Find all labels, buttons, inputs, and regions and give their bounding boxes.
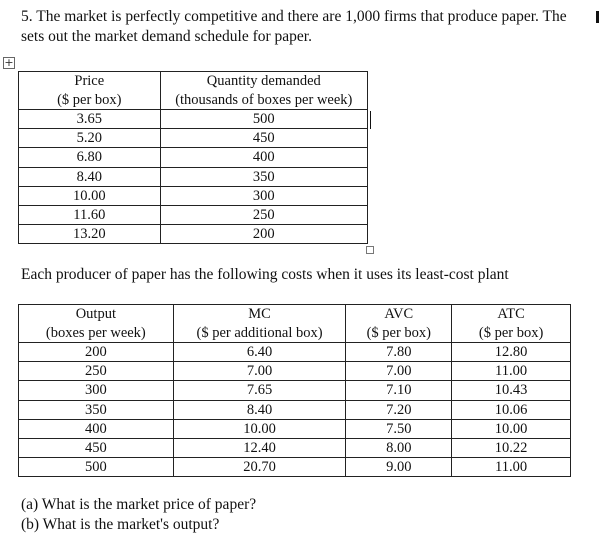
table-cell: 10.00 — [452, 419, 571, 438]
table-cell: 450 — [19, 438, 174, 457]
table-cell: 8.40 — [173, 400, 346, 419]
question-line-2: sets out the market demand schedule for paper. — [21, 28, 312, 45]
header-avc: AVC ($ per box) — [346, 305, 452, 343]
header-output: Output (boxes per week) — [19, 305, 174, 343]
table-cell: 10.06 — [452, 400, 571, 419]
table-cell: 250 — [19, 362, 174, 381]
table-cell: 10.43 — [452, 381, 571, 400]
table-cell: 450 — [160, 129, 367, 148]
table-cell: 10.00 — [19, 186, 161, 205]
demand-table-header — [19, 72, 368, 110]
table-cell: 10.00 — [173, 419, 346, 438]
table-cell: 7.50 — [346, 419, 452, 438]
question-line-1: 5. The market is perfectly competitive and there are 1,000 firms that produce paper. The — [21, 8, 567, 25]
table-cell: 7.10 — [346, 381, 452, 400]
table-row — [19, 381, 571, 400]
header-atc: ATC ($ per box) — [452, 305, 571, 343]
table-cell: 11.00 — [452, 362, 571, 381]
table-cell: 7.65 — [173, 381, 346, 400]
table-cell: 12.80 — [452, 343, 571, 362]
demand-table — [18, 71, 368, 244]
table-row — [19, 186, 368, 205]
table-cell: 400 — [160, 148, 367, 167]
table-cell: 7.80 — [346, 343, 452, 362]
cost-table-header — [19, 305, 571, 343]
table-row — [19, 362, 571, 381]
table-cell: 6.80 — [19, 148, 161, 167]
table-cell: 3.65 — [19, 110, 161, 129]
table-cell: 7.20 — [346, 400, 452, 419]
table-row — [19, 167, 368, 186]
table-cell: 11.60 — [19, 205, 161, 224]
question-part-b: (b) What is the market's output? — [21, 516, 220, 533]
table-cell: 250 — [160, 205, 367, 224]
clipped-text-fragment — [596, 11, 599, 23]
table-cell: 300 — [160, 186, 367, 205]
table-cell: 6.40 — [173, 343, 346, 362]
table-cell: 500 — [19, 458, 174, 477]
table-row — [19, 205, 368, 224]
header-price: Price ($ per box) — [19, 72, 161, 110]
cost-intro: Each producer of paper has the following costs when it uses its least-cost plant — [21, 266, 509, 283]
table-cell: 300 — [19, 381, 174, 400]
table-cell: 200 — [19, 343, 174, 362]
table-row — [19, 400, 571, 419]
table-row — [19, 458, 571, 477]
table-row — [19, 419, 571, 438]
table-cell: 8.00 — [346, 438, 452, 457]
table-cell: 350 — [19, 400, 174, 419]
table-row — [19, 129, 368, 148]
table-cell: 13.20 — [19, 225, 161, 244]
table-cell: 10.22 — [452, 438, 571, 457]
text-cursor — [370, 111, 371, 129]
table-cell: 12.40 — [173, 438, 346, 457]
table-row — [19, 148, 368, 167]
table-row — [19, 225, 368, 244]
table-row — [19, 438, 571, 457]
cost-table — [18, 304, 571, 477]
header-mc: MC ($ per additional box) — [173, 305, 346, 343]
table-cell: 350 — [160, 167, 367, 186]
table-cell: 500 — [160, 110, 367, 129]
table-cell: 5.20 — [19, 129, 161, 148]
table-row — [19, 343, 571, 362]
table-row — [19, 110, 368, 129]
table-cell: 7.00 — [346, 362, 452, 381]
table-cell: 20.70 — [173, 458, 346, 477]
move-handle-icon[interactable]: + — [4, 56, 14, 69]
table-cell: 8.40 — [19, 167, 161, 186]
table-cell: 11.00 — [452, 458, 571, 477]
table-resize-handle[interactable] — [366, 246, 374, 254]
question-part-a: (a) What is the market price of paper? — [21, 496, 257, 513]
table-cell: 200 — [160, 225, 367, 244]
table-cell: 9.00 — [346, 458, 452, 477]
table-cell: 400 — [19, 419, 174, 438]
table-cell: 7.00 — [173, 362, 346, 381]
header-quantity-demanded: Quantity demanded (thousands of boxes per week) — [160, 72, 367, 110]
